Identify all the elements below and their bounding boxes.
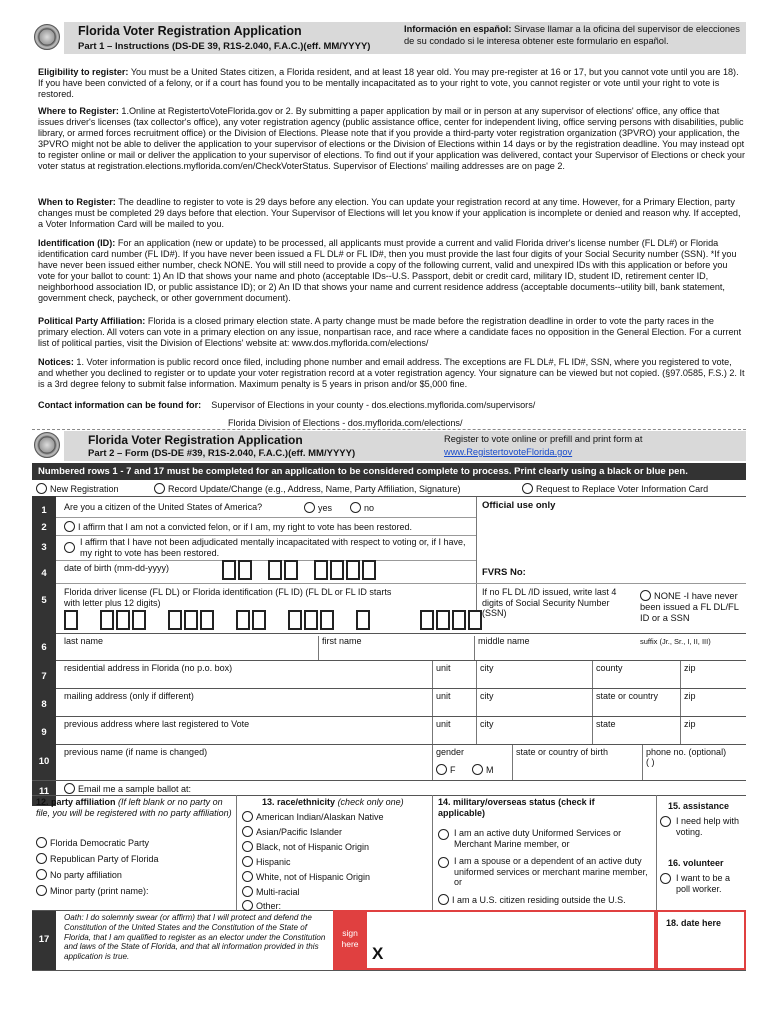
radio-icon [436,764,447,775]
fldl-box[interactable] [100,610,114,630]
volunteer-option[interactable]: I want to be a poll worker. [660,873,744,894]
ssn-box[interactable] [420,610,434,630]
mail-state-label: state or country [592,689,658,716]
ssn-box[interactable] [452,610,466,630]
signature-x: X [372,944,384,963]
row-number: 2 [41,522,47,533]
row-divider [56,535,476,536]
fldl-box[interactable] [252,610,266,630]
dob-box[interactable] [346,560,360,580]
radio-icon [438,857,449,868]
radio-icon [242,886,253,897]
florida-seal-icon-2 [34,432,60,458]
gender-label: gender [432,745,464,780]
spanish-info [404,23,746,47]
new-registration-option[interactable]: New Registration [36,483,119,495]
fldl-box[interactable] [320,610,334,630]
suffix-label: suffix (Jr., Sr., I, II, III) [640,637,711,646]
party-none[interactable]: No party affiliation [36,869,122,881]
row-divider [56,660,746,661]
mail-city-label: city [476,689,494,716]
ssn-label: If no FL DL /ID issued, write last 4 digits of Social Security Number (SSN) [482,587,617,618]
military-spouse[interactable]: I am a spouse or a dependent of an active duty uniformed services or merchant marine member, or [438,856,652,888]
part2-subtitle: Part 2 – Form (DS-DE #39, R1S-2.040, F.A.C.)(eff. MM/YYYY) [88,448,356,459]
res-city-label: city [476,661,494,688]
radio-icon [522,483,533,494]
radio-icon [640,590,651,601]
radio-icon [660,816,671,827]
middle-name-label: middle name [474,636,530,660]
dob-box[interactable] [268,560,282,580]
form-bottom [32,970,746,971]
radio-icon [242,856,253,867]
row-divider [56,716,746,717]
military-section-line [432,795,433,910]
race-option[interactable]: American Indian/Alaskan Native [242,811,384,823]
race-option[interactable]: Asian/Pacific Islander [242,826,342,838]
row-divider [32,780,746,781]
row-number: 10 [38,756,50,767]
citizen-yes[interactable]: yes [304,502,332,514]
row-divider [56,583,746,584]
ssn-box[interactable] [468,610,482,630]
assist-section-line [656,795,657,910]
fldl-label: Florida driver license (FL DL) or Florida identification (FL ID) (FL DL or FL ID starts with letter plus 12 digits) [64,587,392,608]
radio-icon [36,869,47,880]
prev-unit-label: unit [432,717,451,744]
fldl-box[interactable] [288,610,302,630]
row-number: 7 [41,671,47,682]
eligibility-paragraph: Eligibility to register: You must be a United States citizen, a Florida resident, and at least 18 year old. You may pre-register at 16 or 17, but you cannot vote until you are 18). If you have been convicted of a felony, or if a court has found you to be mentally incapacitated as to your right to vote, you cannot register or vote until your right to vote is restored. [38,67,739,99]
military-section-title: 14. military/overseas status (check if applicable) [438,797,595,818]
part1-subtitle: Part 1 – Instructions (DS-DE 39, R1S-2.040, F.A.C.)(eff. MM/YYYY) [78,41,371,52]
res-zip-label: zip [680,661,696,688]
fldl-box[interactable] [304,610,318,630]
radio-icon [304,502,315,513]
res-unit-label: unit [432,661,451,688]
radio-icon [472,764,483,775]
radio-icon [242,811,253,822]
radio-icon [36,837,47,848]
residential-label: residential address in Florida (no p.o. box) [64,663,233,673]
row-divider [56,496,746,497]
previous-name-label: previous name (if name is changed) [64,747,208,757]
dob-box[interactable] [330,560,344,580]
florida-seal-icon [34,24,60,50]
row-divider [56,633,746,634]
radio-icon [438,894,449,905]
mail-unit-label: unit [432,689,451,716]
radio-icon [36,853,47,864]
military-overseas[interactable]: I am a U.S. citizen residing outside the U.S. [438,894,626,906]
res-county-label: county [592,661,623,688]
dob-box[interactable] [238,560,252,580]
volunteer-title: 16. volunteer [668,858,724,868]
row-number: 8 [41,699,47,710]
last-name-label: last name [64,636,104,646]
fldl-box[interactable] [168,610,182,630]
fldl-box[interactable] [132,610,146,630]
prev-zip-label: zip [680,717,696,744]
race-option[interactable]: White, not of Hispanic Origin [242,871,370,883]
row-number: 4 [41,568,47,579]
spanish-label: Información en español: [404,24,512,34]
fldl-box[interactable] [356,610,370,630]
official-use-label: Official use only [482,500,556,511]
gender-f[interactable]: F [436,764,456,776]
assistance-title: 15. assistance [668,801,730,811]
cut-line [32,429,746,430]
party-section: 12. party affiliation (If left blank or no party on file, you will be registered with no party affiliation) [36,797,232,818]
row-number: 11 [38,786,50,797]
row-divider [56,517,476,518]
fvrs-label: FVRS No: [482,567,526,578]
felon-affirm[interactable]: I affirm that I am not a convicted felon, or if I am, my right to vote has been restored. [64,521,412,533]
radio-icon [36,483,47,494]
date-label: 18. date here [666,918,722,928]
row-number: 6 [41,642,47,653]
radio-icon [36,885,47,896]
prev-state-label: state [592,717,616,744]
citizen-no[interactable]: no [350,502,374,514]
gender-m[interactable]: M [472,764,494,776]
party-paragraph: Political Party Affiliation: Florida is a closed primary election state. A party change must be made before the registration deadline in order to vote the party races in the primary election. All voters can vote in a primary election on any issue, nonpartisan race, and race where a candidate faces no opposition in the General Election. For a current list of political parties, visit the Division of Elections' website at: www.dos.myflorida.com/elections/ [38,316,742,348]
dob-box[interactable] [222,560,236,580]
row-divider [56,560,476,561]
when-paragraph: When to Register: The deadline to register to vote is 29 days before any election. You can update your registration record at any time. However, for a Primary Election, party changes must be completed 29 days before that election. Your Supervisor of Elections will let you know if your application is incomplete or denied and reason why. If accepted, a Voter Information Card will be mailed to you. [38,197,741,229]
birthplace-label: state or country of birth [512,745,608,780]
contact-division: Florida Division of Elections - dos.myflorida.com/elections/ [228,418,463,428]
party-republican[interactable]: Republican Party of Florida [36,853,159,865]
part2-title: Florida Voter Registration Application [88,433,303,447]
notices-paragraph: Notices: 1. Voter information is public record once filed, including phone number and email address. The exceptions are FL DL#, FL ID#, SSN, where you registered to vote, and whether you declined to register or to update your voter registration record at a voter registration agency. Your signature can be viewed but not copied. (§97.0585, F.S.) 2. It is a 3rd degree felony to submit false information. Maximum penalty is 5 years in prison and/or $5,000 fine. [38,357,745,389]
previous-address-label: previous address where last registered to Vote [64,719,250,729]
fldl-box[interactable] [184,610,198,630]
prev-city-label: city [476,717,494,744]
row-number: 17 [38,934,50,945]
contact-paragraph: Contact information can be found for: Supervisor of Elections in your county - dos.elections.myflorida.com/supervisors/ [38,400,536,410]
radio-icon [350,502,361,513]
where-paragraph: Where to Register: 1.Online at RegistertoVoteFlorida.gov or 2. By submitting a paper application by mail or in person at any supervisor of elections' office, any office that issues driver's licenses (tax collector's office), any voter registration agency (public assistance office, center for independent living, office serving persons with disabilities, public library, or armed forces recruitment office) or the Division of Elections. Please note that if you provide a third-party voter registration organization (3PVRO) your application, the 3PVRO might not be able to deliver the application to your supervisor of elections or the Division of Elections within 14 days or by the registration deadline. You may instead opt to register online or mail or deliver the application to your supervisor of elections. To find out if your application was delivered, contact your Supervisor of Elections or check your voter status at registration.elections.myflorida.com/en/CheckVoterStatus. Supervisor of Elections' mailing addresses are on page 2. [38,106,745,171]
first-name-label: first name [318,636,362,660]
radio-icon [438,829,449,840]
radio-icon [242,826,253,837]
dob-box[interactable] [314,560,328,580]
phone-label: phone no. (optional) ( ) [642,745,726,780]
official-use-line [476,496,477,610]
radio-icon [64,783,75,794]
row-number: 1 [41,505,47,516]
row-number: 5 [41,595,47,606]
replace-card-option[interactable]: Request to Replace Voter Information Card [522,483,708,495]
citizen-question: Are you a citizen of the United States of America? [64,502,263,512]
radio-icon [242,900,253,911]
online-link[interactable]: www.RegistertovoteFlorida.gov [444,447,573,457]
id-paragraph: Identification (ID): For an application (new or update) to be processed, all applicants must provide a current and valid Florida driver's license number (FL DL#) or Florida identification card number (FL ID#). If you have never been issued a FL DL# or FL ID#, then you must provide the last four digits of your Social Security number (SSN). *If you have never been issued either number, check NONE. You will still need to provide a copy of the following current, valid and unexpired IDs with this application or before you vote for your ballot to count: 1) An ID that shows your name and photo (acceptable IDs--U.S. Passport, debit or credit card, military ID, student ID, retirement center ID, neighborhood association ID, or public assistance ID); or 2) An ID that shows your name and current residence address (acceptable documents--utility bill, bank statement, government check, paycheck, or other government document). [38,238,737,303]
dob-label: date of birth (mm-dd-yyyy) [64,563,170,573]
row-number: 9 [41,727,47,738]
none-option[interactable]: NONE -I have never been issued a FL DL/FL ID or a SSN [640,591,739,623]
dob-box[interactable] [362,560,376,580]
military-active[interactable]: I am an active duty Uniformed Services or Merchant Marine member, or [438,828,652,849]
mail-zip-label: zip [680,689,696,716]
party-minor[interactable]: Minor party (print name): [36,885,149,897]
radio-icon [64,542,75,553]
party-democratic[interactable]: Florida Democratic Party [36,837,149,849]
radio-icon [64,521,75,532]
radio-icon [660,873,671,884]
dob-box[interactable] [284,560,298,580]
part1-title: Florida Voter Registration Application [78,24,302,38]
record-update-option[interactable]: Record Update/Change (e.g., Address, Name, Party Affiliation, Signature) [154,483,461,495]
completion-banner: Numbered rows 1 - 7 and 17 must be completed for an application to be considered complete to process. Print clearly using a black or blue pen. [32,463,746,480]
race-option[interactable]: Multi-racial [242,886,300,898]
email-ballot-option[interactable]: Email me a sample ballot at: [64,783,191,795]
fldl-box[interactable] [116,610,130,630]
assistance-option[interactable]: I need help with voting. [660,816,744,837]
race-option[interactable]: Hispanic [242,856,291,868]
row-number: 3 [41,542,47,553]
oath-text: Oath: I do solemnly swear (or affirm) that I will protect and defend the Constitution of the United States and the Constitution of the State of Florida, that I am qualified to register as an elector under the Constitution and laws of the State of Florida, and that all information provided in this application is true. [64,913,326,962]
fldl-box[interactable] [64,610,78,630]
online-text: Register to vote online or prefill and print form at [444,434,643,444]
sign-here-label: sign here [341,928,359,949]
race-section-title: 13. race/ethnicity (check only one) [262,797,404,807]
row-divider [32,795,746,796]
race-option[interactable]: Other: [242,900,281,912]
race-section-line [236,795,237,910]
ssn-box[interactable] [436,610,450,630]
race-option[interactable]: Black, not of Hispanic Origin [242,841,369,853]
fldl-box[interactable] [236,610,250,630]
fldl-box[interactable] [200,610,214,630]
radio-icon [154,483,165,494]
radio-icon [242,871,253,882]
radio-icon [242,841,253,852]
signature-box[interactable] [365,910,656,970]
spanish-text: Sirvase llamar a la oficina del supervisor de elecciones de su condado si le interesa obtener este formulario en español. [404,24,740,46]
incapacity-affirm[interactable]: I affirm that I have not been adjudicated mentally incapacitated with respect to voting or, if I have, my right to vote has been restored. [64,537,468,558]
mailing-label: mailing address (only if different) [64,691,194,701]
